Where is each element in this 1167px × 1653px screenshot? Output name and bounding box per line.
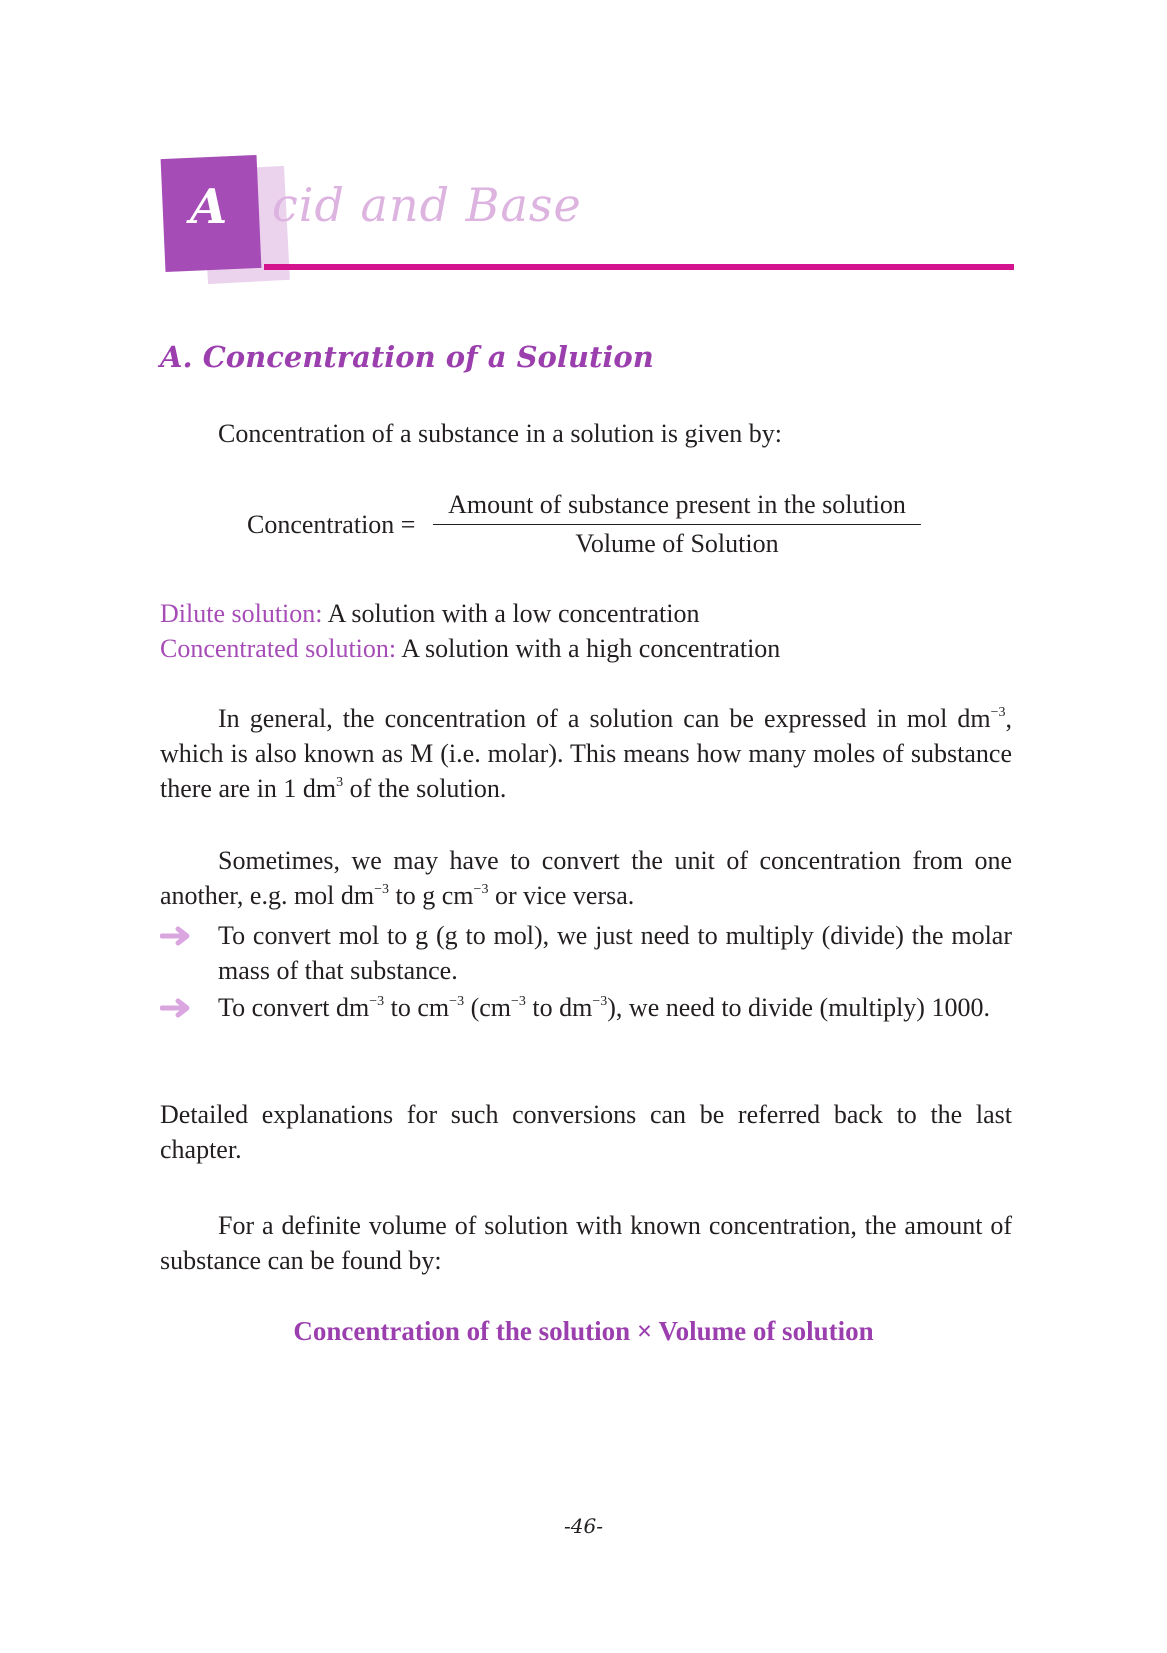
chapter-rule [264, 264, 1014, 270]
definition-concentrated [160, 631, 780, 666]
formula-numerator: Amount of substance present in the solution [448, 490, 906, 519]
bullet-text: To convert mol to g (g to mol), we just need to multiply (divide) the molar mass of that substance. [218, 921, 1012, 985]
arrow-right-icon [160, 998, 192, 1018]
b2-text-b: to cm [384, 993, 450, 1022]
definition-text: A solution with a high concentration [396, 634, 781, 663]
para1-sup-b: 3 [336, 775, 344, 790]
para2-sup-b: −3 [473, 882, 489, 897]
b2-text-a: To convert dm [218, 993, 370, 1022]
b2-sup3: −3 [511, 994, 526, 1009]
para2-sup-a: −3 [374, 882, 390, 897]
amount-formula: Concentration of the solution × Volume of solution [293, 1316, 874, 1346]
b2-sup4: −3 [592, 994, 608, 1009]
para1-text-a: In general, the concentration of a solution can be expressed in mol dm [218, 704, 991, 733]
paragraph-reference: Detailed explanations for such conversions can be referred back to the last chapter. [160, 1100, 1012, 1164]
para2-text-b: to g cm [389, 881, 474, 910]
paragraph-amount: For a definite volume of solution with known concentration, the amount of substance can be found by: [160, 1211, 1012, 1275]
definition-term: Dilute solution: [160, 599, 323, 628]
formula-fraction [433, 488, 921, 561]
para2-text-a: Sometimes, we may have to convert the unit of concentration from one another, e.g. mol dm [160, 846, 1012, 910]
page-number: -46- [564, 1514, 603, 1538]
definition-dilute [160, 596, 699, 631]
definition-text: A solution with a low concentration [322, 599, 700, 628]
fraction-bar [433, 524, 921, 525]
definition-term: Concentrated solution: [160, 634, 397, 663]
bullet-text [218, 990, 1012, 1025]
para1-sup-a: −3 [990, 705, 1006, 720]
paragraph-conversion [160, 843, 1012, 913]
b2-sup2: −3 [449, 994, 465, 1009]
formula-denominator: Volume of Solution [575, 529, 779, 558]
formula-label: Concentration = [247, 510, 416, 539]
arrow-right-icon [160, 926, 192, 946]
chapter-title: cid and Base [272, 178, 582, 232]
b2-text-d: to dm [525, 993, 593, 1022]
para1-text-c: of the solution. [343, 774, 507, 803]
paragraph-molarity [160, 701, 1012, 806]
b2-sup1: −3 [369, 994, 385, 1009]
b2-text-c: (cm [464, 993, 511, 1022]
para1-text-b: , which is also known as M (i.e. molar). This means how many moles of substance there are in 1 dm [160, 704, 1012, 803]
section-title: A. Concentration of a Solution [160, 340, 654, 374]
b2-text-e: ), we need to divide (multiply) 1000. [607, 993, 990, 1022]
intro-text: Concentration of a substance in a solution is given by: [218, 419, 782, 448]
para2-text-c: or vice versa. [488, 881, 635, 910]
chapter-initial: A [190, 179, 228, 235]
